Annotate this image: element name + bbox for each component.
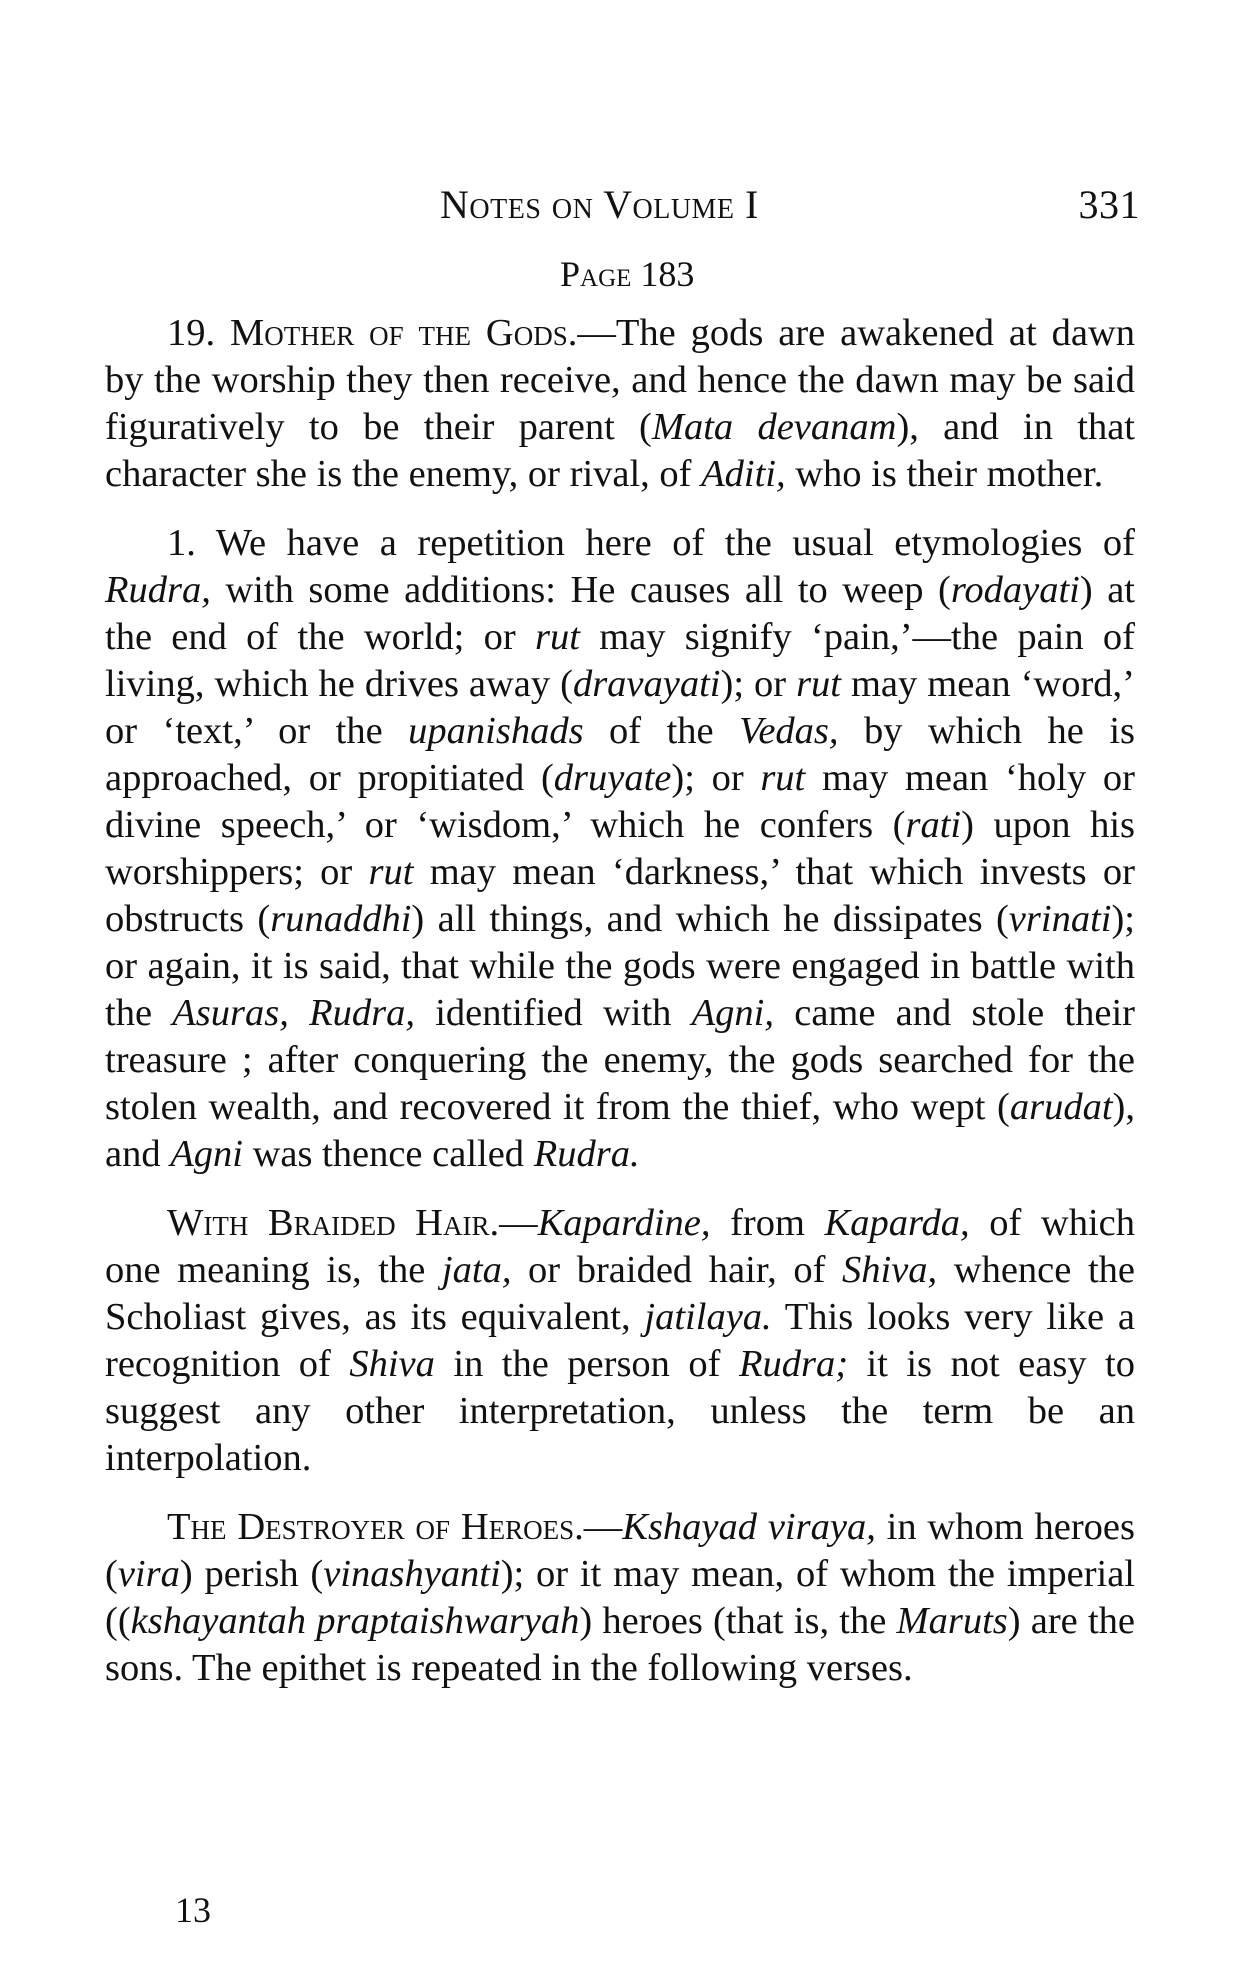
note-text: ); or xyxy=(671,757,761,799)
note-text: — xyxy=(583,1506,623,1548)
note-text: — xyxy=(499,1202,538,1244)
note-text: ); or xyxy=(720,663,797,705)
italic-term: rut xyxy=(534,616,580,658)
note-heading: The Destroyer of Heroes. xyxy=(167,1506,584,1548)
note-text: identified with xyxy=(414,992,692,1034)
italic-term: upanishads xyxy=(408,710,584,752)
notes-body xyxy=(105,310,1135,1692)
running-head xyxy=(440,175,1140,235)
note-text: ) all things, and which he dissipates ( xyxy=(411,898,1009,940)
note-text: whence the Scholiast gives, as its equivalent, xyxy=(105,1249,1136,1338)
note-text: ); or it may mean, of whom the imperial (( xyxy=(105,1553,1136,1642)
note-text: of which one meaning is, the xyxy=(105,1202,1135,1291)
note-text: ) perish ( xyxy=(179,1553,324,1595)
page-number: 331 xyxy=(1078,182,1140,227)
italic-term: jatilaya. xyxy=(644,1296,772,1338)
note-text: who is their mother. xyxy=(785,453,1104,495)
note-text: may mean ‘darkness,’ that which invests or obstructs ( xyxy=(105,851,1135,940)
italic-term: Mata devanam xyxy=(651,406,897,448)
note-paragraph xyxy=(105,310,1135,498)
note-text: or braided hair, of xyxy=(511,1249,843,1291)
note-text: This looks very like a recognition of xyxy=(105,1296,1135,1385)
italic-term: rut xyxy=(760,757,806,799)
italic-term: Maruts xyxy=(896,1600,1008,1642)
note-text: —The gods are awakened at dawn by the worship they then receive, and hence the dawn may be said figuratively to be their parent ( xyxy=(105,312,1136,448)
note-text: by which he is approached, or propitiated ( xyxy=(105,710,1135,799)
italic-term: Asuras, Rudra, xyxy=(172,992,415,1034)
italic-term: Rudra, xyxy=(105,569,211,611)
note-heading: Mother of the Gods. xyxy=(230,312,578,354)
note-text: 19. xyxy=(167,312,231,354)
note-text: ) are the sons. The epithet is repeated in the following verses. xyxy=(105,1600,1135,1689)
note-text: from xyxy=(710,1202,825,1244)
italic-term: Shiva, xyxy=(842,1249,938,1291)
italic-term: runaddhi xyxy=(270,898,412,940)
italic-term: druyate xyxy=(553,757,672,799)
italic-term: rodayati xyxy=(950,569,1080,611)
note-text: of the xyxy=(583,710,740,752)
signature-mark: 13 xyxy=(175,1890,211,1930)
note-text: with some additions: He causes all to weep ( xyxy=(210,569,951,611)
note-text: it is not easy to suggest any other interpretation, unless the term be an interpolation. xyxy=(105,1343,1135,1479)
note-text: may mean ‘holy or divine speech,’ or ‘wisdom,’ which he confers ( xyxy=(105,757,1135,846)
note-paragraph xyxy=(105,520,1135,1178)
note-text: 1. We have a repetition here of the usual etymologies of xyxy=(167,522,1135,564)
note-text: ), and xyxy=(105,1086,1135,1175)
italic-term: vrinati xyxy=(1008,898,1112,940)
section-heading: Page 183 xyxy=(560,254,695,294)
note-paragraph xyxy=(105,1200,1135,1482)
italic-term: Rudra. xyxy=(533,1133,640,1175)
note-text: came and stole their treasure ; after conquering the enemy, the gods searched for the stolen wealth, and recovered it from the thief, who wept ( xyxy=(105,992,1135,1128)
note-text: in the person of xyxy=(434,1343,739,1385)
italic-term: dravayati xyxy=(572,663,721,705)
italic-term: rut xyxy=(796,663,841,705)
note-text: was thence called xyxy=(242,1133,534,1175)
note-text: ) heroes (that is, the xyxy=(579,1600,897,1642)
italic-term: Agni xyxy=(170,1133,243,1175)
note-text: may signify ‘pain,’—the pain of living, which he drives away ( xyxy=(105,616,1135,705)
note-text: ) upon his worshippers; or xyxy=(105,804,1136,893)
italic-term: Aditi, xyxy=(701,453,786,495)
italic-term: arudat xyxy=(1009,1086,1113,1128)
running-title: Notes on Volume I xyxy=(440,182,759,227)
italic-term: Agni, xyxy=(691,992,774,1034)
note-text: ), and in that character she is the enemy, or rival, of xyxy=(105,406,1136,495)
note-paragraph xyxy=(105,1504,1135,1692)
italic-term: vinashyanti xyxy=(323,1553,501,1595)
italic-term: vira xyxy=(117,1553,180,1595)
italic-term: Rudra; xyxy=(738,1343,849,1385)
italic-term: Shiva xyxy=(349,1343,435,1385)
note-text: ); or again, it is said, that while the gods were engaged in battle with the xyxy=(105,898,1135,1034)
italic-term: Kaparda, xyxy=(824,1202,970,1244)
note-text: in whom heroes ( xyxy=(105,1506,1135,1595)
italic-term: Kapardine, xyxy=(537,1202,711,1244)
note-text: may mean ‘word,’ or ‘text,’ or the xyxy=(105,663,1135,752)
italic-term: jata, xyxy=(441,1249,512,1291)
note-heading: With Braided Hair. xyxy=(167,1202,500,1244)
italic-term: Kshayad viraya, xyxy=(622,1506,876,1548)
italic-term: kshayantah praptaishwaryah xyxy=(130,1600,580,1642)
note-text: ) at the end of the world; or xyxy=(105,569,1136,658)
italic-term: Vedas, xyxy=(739,710,839,752)
italic-term: rut xyxy=(368,851,414,893)
italic-term: rati xyxy=(905,804,962,846)
